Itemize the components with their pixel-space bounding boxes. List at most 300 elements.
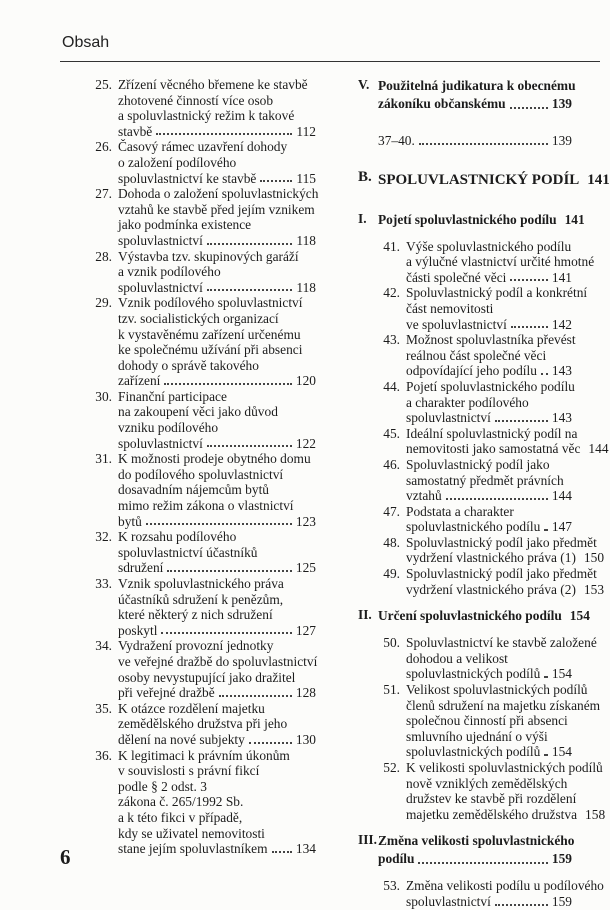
entry-text: na zakoupení věci jako důvod <box>118 404 278 420</box>
dot-leader <box>495 895 548 906</box>
entry-text: do podílového spoluvlastnictví <box>118 466 284 482</box>
entry-text: spoluvlastnického podílu <box>406 519 541 535</box>
entry-line <box>118 202 316 218</box>
toc-entry[interactable] <box>358 457 572 504</box>
entry-line <box>118 373 316 389</box>
entry-line <box>406 285 588 301</box>
dot-leader <box>272 842 292 853</box>
entry-text: o založení podílového <box>118 154 237 170</box>
entry-line <box>118 623 316 639</box>
entry-text: a spoluvlastnický režim k takové <box>118 108 295 124</box>
entry-text: Určení spoluvlastnického podílu <box>378 608 562 624</box>
entry-line <box>118 108 316 124</box>
entry-text: bytů <box>118 513 142 529</box>
entry-line <box>406 270 572 286</box>
entry-text: zemědělského družstva při jeho <box>118 716 288 732</box>
entry-number: B. <box>358 168 372 185</box>
entry-line <box>378 133 572 149</box>
entry-text: Vznik spoluvlastnického práva <box>118 576 284 591</box>
entry-line <box>406 534 597 551</box>
entry-line <box>378 95 572 113</box>
dot-leader <box>207 234 293 245</box>
entry-line <box>406 729 572 745</box>
entry-number: 51. <box>383 682 400 698</box>
entry-text: podle § 2 odst. 3 <box>118 778 207 794</box>
entry-text: Spoluvlastnictví ke stavbě založené <box>406 635 597 651</box>
entry-page-number: 123 <box>295 513 316 529</box>
dot-leader <box>495 411 548 422</box>
entry-text: sdružení <box>118 560 164 576</box>
entry-text: členů sdružení na majetku získaném <box>406 697 601 713</box>
section-spacer <box>358 159 572 169</box>
entry-page-number: 144 <box>588 441 609 457</box>
entry-text: vztahů ke stavbě před jejím vznikem <box>118 201 315 217</box>
toc-right-column <box>358 77 610 910</box>
entry-text: zařízení <box>118 373 161 389</box>
toc-section-heading[interactable] <box>358 168 610 191</box>
toc-entry[interactable] <box>358 534 605 566</box>
entry-line <box>406 519 572 535</box>
toc-entry[interactable] <box>88 295 316 389</box>
entry-text: Změna velikosti spoluvlastnického <box>378 833 575 849</box>
entry-number: 28. <box>95 248 112 264</box>
entry-line <box>118 389 316 405</box>
entry-number: 45. <box>383 425 400 441</box>
entry-page-number: 141 <box>551 269 572 285</box>
entry-text: účastníků sdružení k penězům, <box>118 591 284 607</box>
entry-line <box>406 550 605 566</box>
toc-entry[interactable] <box>88 77 316 139</box>
entry-number: 31. <box>95 451 112 467</box>
entry-line <box>118 280 316 296</box>
dot-leader <box>544 667 548 678</box>
entry-text: jako podmínka existence <box>118 217 252 233</box>
entry-number: 53. <box>383 878 400 894</box>
entry-line <box>118 358 316 374</box>
dot-leader <box>156 124 292 135</box>
entry-number: 27. <box>95 186 112 202</box>
entry-number: 43. <box>383 332 400 348</box>
entry-page-number: 143 <box>551 410 572 426</box>
toc-section-heading[interactable] <box>358 607 590 625</box>
entry-text: družstev ke stavbě při rozdělení <box>406 791 577 807</box>
entry-line <box>118 93 316 109</box>
entry-page-number: 120 <box>295 373 316 389</box>
entry-line <box>118 841 316 857</box>
entry-text: Spoluvlastnický podíl a konkrétní <box>406 285 588 301</box>
entry-page-number: 141 <box>564 211 585 227</box>
entry-page-number: 115 <box>296 170 316 186</box>
entry-number: 36. <box>95 747 112 763</box>
entry-text: Vznik podílového spoluvlastnictví <box>118 295 303 311</box>
entry-line <box>118 592 316 608</box>
section-spacer <box>358 123 572 133</box>
entry-text: K rozsahu podílového <box>118 529 237 545</box>
entry-line <box>406 239 572 255</box>
entry-text: Ideální spoluvlastnický podíl na <box>406 425 578 441</box>
entry-line <box>118 576 316 592</box>
entry-number: 34. <box>95 638 112 654</box>
entry-text: Zřízení věcného břemene ke stavbě <box>118 77 308 92</box>
toc-entry[interactable] <box>88 576 316 638</box>
toc-section-heading[interactable] <box>358 832 575 868</box>
section-spacer <box>358 229 572 239</box>
entry-line <box>406 457 572 473</box>
entry-text: Časový rámec uzavření dohody <box>118 139 288 155</box>
entry-text: spoluvlastnictví účastníků <box>118 544 258 560</box>
entry-line <box>406 317 572 333</box>
entry-line <box>406 566 597 582</box>
entry-line <box>118 327 316 343</box>
entry-text: a k této fikci v případě, <box>118 809 243 825</box>
entry-text: které některý z nich sdružení <box>118 607 273 623</box>
entry-line <box>118 810 316 826</box>
toc-entry[interactable] <box>88 186 319 248</box>
entry-text: podílu <box>378 851 415 867</box>
entry-line <box>406 488 572 504</box>
dot-leader <box>541 364 548 375</box>
entry-text: samostatný předmět právních <box>406 472 564 488</box>
entry-line <box>406 504 572 520</box>
toc-entry[interactable] <box>358 285 588 332</box>
entry-text: Dohoda o založení spoluvlastnických <box>118 186 319 202</box>
toc-entry[interactable] <box>88 249 316 296</box>
entry-line <box>118 451 316 467</box>
entry-line <box>406 744 572 760</box>
dot-leader <box>167 561 292 572</box>
entry-line <box>118 436 316 452</box>
entry-line <box>118 295 316 311</box>
entry-page-number: 154 <box>551 744 572 760</box>
entry-text: kdy se uživatel nemovitosti <box>118 825 265 841</box>
entry-page-number: 142 <box>551 316 572 332</box>
section-spacer <box>358 191 572 201</box>
entry-line <box>118 77 316 93</box>
entry-text: 37–40. <box>378 133 415 148</box>
entry-text: Velikost spoluvlastnických podílů <box>406 682 588 698</box>
section-spacer <box>358 149 572 159</box>
entry-line <box>118 732 316 748</box>
entry-number: V. <box>358 77 370 92</box>
entry-text: Spoluvlastnický podíl jako předmět <box>406 566 597 582</box>
entry-page-number: 134 <box>295 841 316 857</box>
entry-line <box>118 514 316 530</box>
dot-leader <box>446 489 548 500</box>
entry-line <box>406 395 572 411</box>
entry-number: 33. <box>95 576 112 591</box>
section-spacer <box>358 625 572 635</box>
entry-line <box>118 794 316 810</box>
entry-line <box>118 763 316 779</box>
entry-page-number: 159 <box>551 893 572 909</box>
entry-text: spoluvlastnictví <box>118 435 203 451</box>
entry-number: 30. <box>95 388 112 404</box>
entry-page-number: 112 <box>296 123 316 139</box>
entry-page-number: 118 <box>296 232 316 248</box>
entry-line <box>118 467 316 483</box>
entry-line <box>118 233 316 249</box>
entry-text: ve veřejné dražbě do spoluvlastnictví <box>118 653 318 669</box>
entry-text: K legitimaci k právním úkonům <box>118 747 290 763</box>
entry-page-number: 141 <box>587 171 610 188</box>
toc-entry[interactable] <box>88 389 316 451</box>
dot-leader <box>510 98 548 109</box>
entry-text: spoluvlastnictví <box>118 232 203 248</box>
entry-page-number: 143 <box>551 363 572 379</box>
entry-number: 26. <box>95 139 112 155</box>
entry-text: Spoluvlastnický podíl jako <box>406 456 550 472</box>
entry-text: spoluvlastnictví <box>406 893 491 909</box>
entry-line <box>406 363 572 379</box>
entry-text: SPOLUVLASTNICKÝ PODÍL <box>378 171 580 188</box>
entry-text: ke společnému užívání při absenci <box>118 342 303 358</box>
entry-line <box>406 760 603 776</box>
entry-line <box>118 529 316 545</box>
entry-page-number: 150 <box>583 550 605 566</box>
entry-line <box>406 806 606 823</box>
entry-number: 25. <box>95 77 112 92</box>
entry-text: Možnost spoluvlastníka převést <box>406 332 576 348</box>
entry-page-number: 139 <box>551 96 572 111</box>
entry-line <box>406 473 572 489</box>
entry-text: a vznik podílového <box>118 264 221 280</box>
entry-number: II. <box>358 607 372 623</box>
entry-page-number: 122 <box>295 435 316 451</box>
entry-line <box>406 441 609 457</box>
entry-number: 32. <box>95 529 112 545</box>
entry-number: 48. <box>383 534 400 550</box>
entry-number: 47. <box>383 503 400 519</box>
entry-text: a výlučné vlastnictví určité hmotné <box>406 254 595 270</box>
entry-text: mimo režim zákona o vlastnictví <box>118 498 294 514</box>
entry-line <box>118 748 316 764</box>
entry-line <box>118 420 316 436</box>
entry-line <box>118 124 316 140</box>
dot-leader <box>207 280 293 291</box>
entry-text: v souvislosti s právní fikcí <box>118 763 260 779</box>
toc-entry[interactable] <box>358 238 595 286</box>
dot-leader <box>161 623 291 634</box>
entry-line <box>118 186 319 202</box>
entry-text: nově vzniklých zemědělských <box>406 775 568 791</box>
entry-number: 41. <box>383 238 400 254</box>
dot-leader <box>260 171 292 182</box>
entry-text: spoluvlastnictví ke stavbě <box>118 170 257 186</box>
toc-entry[interactable] <box>358 133 572 149</box>
entry-line <box>118 701 316 717</box>
entry-text: Podstata a charakter <box>406 503 514 519</box>
entry-line <box>406 878 604 894</box>
entry-line <box>118 155 316 171</box>
toc-entry[interactable] <box>358 635 597 682</box>
entry-text: Použitelná judikatura k obecnému <box>378 78 576 93</box>
entry-number: 29. <box>95 295 112 311</box>
entry-line <box>378 850 572 868</box>
entry-text: ve spoluvlastnictví <box>406 316 507 332</box>
dot-leader <box>511 317 548 328</box>
toc-entry[interactable] <box>358 760 606 822</box>
entry-number: III. <box>358 832 377 848</box>
dot-leader <box>544 520 548 531</box>
entry-text: Pojetí spoluvlastnického podílu <box>378 211 557 227</box>
section-spacer <box>358 868 572 878</box>
entry-line <box>118 607 316 623</box>
entry-line <box>118 638 316 654</box>
entry-line <box>118 249 316 265</box>
toc-entry[interactable] <box>358 425 609 457</box>
entry-line <box>406 682 588 698</box>
entry-line <box>406 651 572 667</box>
entry-text: odpovídající jeho podílu <box>406 363 537 379</box>
entry-line <box>406 410 572 426</box>
entry-text: K možnosti prodeje obytného domu <box>118 451 311 467</box>
dot-leader <box>419 134 548 145</box>
entry-page-number: 147 <box>551 519 572 535</box>
entry-line <box>406 425 578 442</box>
entry-line <box>406 666 572 682</box>
entry-line <box>118 404 316 420</box>
entry-line <box>406 301 572 317</box>
entry-line <box>118 685 316 701</box>
entry-number: I. <box>358 210 367 226</box>
entry-line <box>118 826 316 842</box>
entry-page-number: 130 <box>295 731 316 747</box>
entry-line <box>406 635 597 651</box>
toc-entry[interactable] <box>358 504 572 535</box>
entry-text: při veřejné dražbě <box>118 685 215 701</box>
entry-page-number: 128 <box>295 685 316 701</box>
toc-section-heading[interactable] <box>358 210 585 229</box>
entry-text: K otázce rozdělení majetku <box>118 700 265 716</box>
section-spacer <box>358 597 572 607</box>
toc-entry[interactable] <box>88 701 316 748</box>
entry-text: nemovitosti jako samostatná věc <box>406 441 581 457</box>
entry-text: Pojetí spoluvlastnického podílu <box>406 378 575 394</box>
entry-text: části společné věci <box>406 269 507 285</box>
toc-entry[interactable] <box>88 529 316 576</box>
entry-line <box>118 482 316 498</box>
entry-line <box>406 713 572 729</box>
entry-text: vzniku podílového <box>118 420 219 436</box>
entry-number: 50. <box>383 635 400 651</box>
section-spacer <box>358 201 572 211</box>
page-number: 6 <box>60 845 71 869</box>
entry-page-number: 139 <box>551 133 572 148</box>
entry-text: dosavadním nájemcům bytů <box>118 482 269 498</box>
entry-line <box>118 139 316 155</box>
entry-page-number: 158 <box>585 806 606 822</box>
entry-text: dohodou a velikost <box>406 650 508 666</box>
entry-line <box>118 654 316 670</box>
entry-text: Finanční participace <box>118 388 227 404</box>
entry-text: dohody o správě takového <box>118 357 259 373</box>
entry-number: 44. <box>383 378 400 394</box>
entry-line <box>378 607 590 625</box>
entry-number: 52. <box>383 760 400 775</box>
entry-line <box>118 311 316 327</box>
entry-text: dělení na nové subjekty <box>118 731 245 747</box>
entry-line <box>378 832 575 850</box>
entry-line <box>378 211 585 229</box>
entry-text: reálnou část společné věci <box>406 347 547 363</box>
entry-number: 35. <box>95 700 112 716</box>
entry-line <box>406 581 605 598</box>
entry-page-number: 127 <box>295 622 316 638</box>
entry-line <box>406 348 572 364</box>
entry-line <box>118 217 316 233</box>
entry-text: Spoluvlastnický podíl jako předmět <box>406 534 597 550</box>
entry-text: K velikosti spoluvlastnických podílů <box>406 760 603 775</box>
entry-page-number: 118 <box>296 279 316 295</box>
entry-line <box>378 77 576 95</box>
entry-text: zhotovené činností více osob <box>118 92 274 108</box>
entry-line <box>118 498 316 514</box>
dot-leader <box>219 686 292 697</box>
dot-leader <box>146 514 292 525</box>
entry-text: smluvního ujednání o výši <box>406 728 548 744</box>
entry-text: spoluvlastnictví <box>406 410 491 426</box>
entry-text: poskytl <box>118 622 158 638</box>
toc-entry[interactable] <box>88 451 316 529</box>
entry-page-number: 154 <box>551 666 572 682</box>
entry-text: vydržení vlastnického práva (1) <box>406 550 576 566</box>
entry-text: zákona č. 265/1992 Sb. <box>118 794 244 810</box>
dot-leader <box>544 745 548 756</box>
entry-text: část nemovitosti <box>406 300 494 316</box>
entry-page-number: 144 <box>551 488 572 504</box>
entry-number: 46. <box>383 456 400 472</box>
entry-number: 42. <box>383 285 400 301</box>
toc-section-heading[interactable] <box>358 77 576 113</box>
toc-entry[interactable] <box>358 878 604 909</box>
entry-text: společnou činností při absenci <box>406 713 568 729</box>
toc-entry[interactable] <box>358 566 605 597</box>
toc-entry[interactable] <box>88 139 316 186</box>
dot-leader <box>207 436 292 447</box>
entry-page-number: 154 <box>569 608 590 624</box>
entry-text: tzv. socialistických organizací <box>118 310 279 326</box>
entry-line <box>406 254 595 270</box>
toc-entry[interactable] <box>358 332 576 379</box>
toc-left-column <box>88 77 319 857</box>
header-rule <box>60 61 600 62</box>
entry-text: vydržení vlastnického práva (2) <box>406 581 576 597</box>
entry-text: spoluvlastnictví <box>118 279 203 295</box>
toc-entry[interactable] <box>88 638 316 700</box>
entry-line <box>118 670 316 686</box>
entry-line <box>406 378 575 395</box>
entry-text: stavbě <box>118 123 153 139</box>
entry-line <box>118 779 316 795</box>
entry-line <box>406 791 577 807</box>
entry-line <box>406 332 576 348</box>
entry-line <box>406 697 601 714</box>
toc-entry[interactable] <box>88 748 316 857</box>
entry-text: Výstavba tzv. skupinových garáží <box>118 248 299 264</box>
entry-number: 49. <box>383 566 400 582</box>
toc-entry[interactable] <box>358 682 601 760</box>
entry-text: spoluvlastnických podílů <box>406 666 541 682</box>
entry-text: osoby nevystupující jako dražitel <box>118 669 296 685</box>
dot-leader <box>249 733 292 744</box>
entry-line <box>378 169 610 191</box>
dot-leader <box>418 853 547 864</box>
section-spacer <box>358 113 572 123</box>
entry-text: k vystavěnému zařízení určenému <box>118 326 301 342</box>
toc-entry[interactable] <box>358 378 575 426</box>
entry-text: Výše spoluvlastnického podílu <box>406 238 572 254</box>
entry-line <box>118 171 316 187</box>
